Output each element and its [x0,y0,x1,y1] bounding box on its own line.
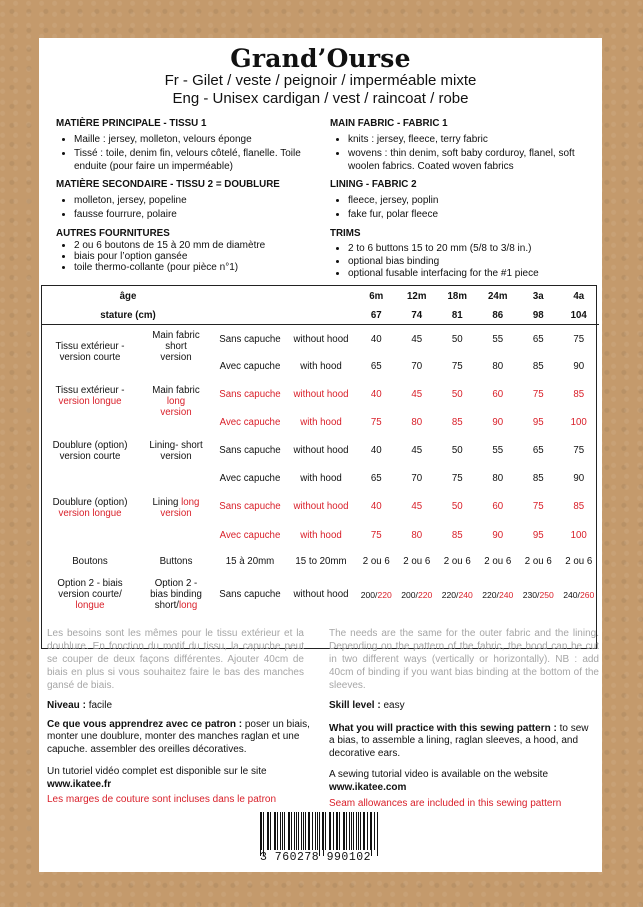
hood-en: without hood [293,389,349,400]
stature-label: stature (cm) [42,306,214,325]
subtitle-fr: Fr - Gilet / veste / peignoir / imperméable mixte [164,72,477,89]
table-cell: 85 [532,361,544,372]
list-item: • fausse fourrure, polaire [74,209,321,222]
video-en: A sewing tutorial video is available on the website [329,769,549,780]
site-en[interactable]: www.ikatee.com [329,781,407,793]
stature-header: 67 [356,306,397,325]
group-label-en: Main fabric long version [152,384,200,418]
table-cell: 200/220 [401,589,433,600]
age-header: 3a [532,290,544,302]
list-item: • biais pour l’option gansée [74,251,321,262]
hood-fr: Avec capuche [219,417,281,428]
table-cell: 90 [492,417,504,428]
table-cell: 50 [451,389,463,400]
list-item: • molleton, jersey, popeline [74,195,321,208]
table-cell: 220/240 [482,589,514,600]
table-cell: 40 [370,501,382,512]
group-label-fr: Tissu extérieur - version longue [55,384,125,407]
table-cell: 2 ou 6 [565,556,593,567]
section-title: TRIMS [330,227,361,239]
hood-fr: Avec capuche [219,473,281,484]
group-label-fr: Doublure (option) version courte [52,439,128,462]
stature-header: 74 [397,306,438,325]
section-title: AUTRES FOURNITURES [56,227,170,239]
table-cell: 75 [573,445,585,456]
barcode-bar [315,812,316,850]
hood-en: with hood [300,473,342,484]
table-cell: 80 [411,530,423,541]
level-fr: Niveau : facile [47,700,113,711]
list-item: • toile thermo-collante (pour pièce n°1) [74,262,321,273]
hood-fr: Sans capuche [219,389,281,400]
section-title: MAIN FABRIC - FABRIC 1 [330,118,448,129]
age-header: 18m [447,290,467,302]
table-cell: 75 [532,501,544,512]
barcode-bar [270,812,271,850]
barcode-number: 3 760278 990102 [260,851,372,864]
table-cell: 45 [411,501,423,512]
table-cell: 45 [411,445,423,456]
table-cell: 75 [451,473,463,484]
pattern-back-card [39,38,602,872]
hood-en: with hood [300,530,342,541]
list-item: • optional fusable interfacing for the #1 piece [348,268,592,281]
list-item: • 2 ou 6 boutons de 15 à 20 mm de diamètre [74,240,321,251]
table-cell: 65 [370,361,382,372]
list-item: • Maille : jersey, molleton, velours éponge [74,134,321,147]
group-label-en: Main fabric short version [152,330,200,363]
buttons-size-fr: 15 à 20mm [225,556,275,567]
age-header: 6m [369,290,384,302]
table-cell: 80 [411,417,423,428]
group-label-fr: Tissu extérieur - version courte [55,340,125,363]
table-cell: 75 [370,530,382,541]
list-item: • knits : jersey, fleece, terry fabric [348,134,592,147]
list-item: • fleece, jersey, poplin [348,195,592,208]
buttons-label-fr: Boutons [72,556,108,567]
age-header: 12m [407,290,427,302]
table-cell: 80 [492,361,504,372]
table-cell: 75 [532,389,544,400]
list-item: • optional bias binding [348,256,592,269]
list-item: • Tissé : toile, denim fin, velours côtelé, flanelle. Toile enduite (pour faire un imperméable) [74,148,321,173]
buttons-size-en: 15 to 20mm [295,556,347,567]
table-cell: 75 [573,334,585,346]
hood-fr: Sans capuche [219,589,281,600]
stature-header: 104 [559,306,600,325]
barcode [260,812,378,864]
table-cell: 85 [573,389,585,400]
table-cell: 2 ou 6 [524,556,552,567]
table-cell: 230/250 [522,589,554,600]
stature-header: 86 [478,306,519,325]
hood-fr: Avec capuche [219,361,281,372]
table-cell: 75 [370,417,382,428]
age-header: 24m [488,290,508,302]
table-cell: 85 [573,501,585,512]
table-cell: 45 [411,389,423,400]
table-cell: 220/240 [441,589,473,600]
list-item: • fake fur, polar fleece [348,209,592,222]
table-cell: 50 [451,445,463,456]
notes-en: The needs are the same for the outer fabric and the lining. Depending on the pattern of the fabric, the hood can be cut in two different ways (vertically or horizontally). NB : add 40cm of binding if you want bias binding at the bottom of the sleeves. [329,628,599,691]
table-cell: 95 [532,417,544,428]
section-title: MATIÈRE SECONDAIRE - TISSU 2 = DOUBLURE [56,179,280,190]
table-cell: 50 [451,501,463,512]
seam-note-fr: Les marges de couture sont incluses dans le patron [47,794,277,805]
table-cell: 40 [370,334,382,346]
table-cell: 70 [411,361,423,372]
table-cell: 85 [451,417,463,428]
group-label-en: Lining long version [152,496,200,519]
info-fr [47,700,317,807]
table-cell: 55 [492,334,504,346]
hood-en: with hood [300,417,342,428]
table-cell: 55 [492,445,504,456]
hood-fr: Sans capuche [219,445,281,456]
info-en [329,700,594,811]
table-cell: 40 [370,389,382,400]
table-cell: 90 [573,361,585,372]
table-cell: 240/260 [563,589,595,600]
barcode-bar [349,812,350,850]
list-item: • 2 to 6 buttons 15 to 20 mm (5/8 to 3/8 in.) [348,243,592,256]
table-cell: 65 [532,334,544,346]
table-cell: 75 [451,361,463,372]
hood-fr: Sans capuche [219,334,281,346]
hood-en: without hood [293,445,349,456]
table-cell: 65 [370,473,382,484]
table-cell: 65 [532,445,544,456]
table-cell: 85 [532,473,544,484]
table-cell: 80 [492,473,504,484]
barcode-bar [364,812,365,850]
barcode-bar [330,812,331,850]
table-cell: 2 ou 6 [403,556,431,567]
barcode-bars [260,812,378,850]
hood-en: with hood [300,361,342,372]
table-cell: 100 [570,417,587,428]
size-table [42,286,599,615]
section-title: MATIÈRE PRINCIPALE - TISSU 1 [56,118,207,129]
table-cell: 60 [492,389,504,400]
table-cell: 90 [573,473,585,484]
hood-en: without hood [293,334,349,346]
hood-en: without hood [293,589,349,600]
bias-label-en: Option 2 - bias binding short/long [150,578,202,611]
table-cell: 70 [411,473,423,484]
subtitle-en: Eng - Unisex cardigan / vest / raincoat / robe [172,90,469,107]
learn-fr: Ce que vous apprendrez avec ce patron : poser un biais, monter une doublure, monter des manches raglan et une capuche. assembler des oreilles décoratives. [47,718,310,755]
level-en: Skill level : easy [329,700,405,711]
table-cell: 95 [532,530,544,541]
bias-label-fr: Option 2 - biais version courte/ longue [57,578,123,611]
hood-fr: Sans capuche [219,501,281,512]
table-cell: 90 [492,530,504,541]
section-title: LINING - FABRIC 2 [330,179,417,190]
table-cell: 60 [492,501,504,512]
group-label-fr: Doublure (option) version longue [52,496,128,519]
hood-fr: Avec capuche [219,530,281,541]
materials-en [330,118,592,287]
hood-en: without hood [293,501,349,512]
table-cell: 100 [570,530,587,541]
stature-header: 81 [437,306,478,325]
table-cell: 50 [451,334,463,346]
table-cell: 40 [370,445,382,456]
table-cell: 2 ou 6 [443,556,471,567]
list-item: • wovens : thin denim, soft baby corduroy, flanel, soft woolen fabrics. Coated woven fabrics [348,148,592,173]
site-fr[interactable]: www.ikatee.fr [47,778,112,790]
notes-fr: Les besoins sont les mêmes pour le tissu extérieur et la doublure. En fonction du motif du tissu, la capuche peut se couper de deux façons différentes. Ajouter 40cm de biais en plus si vous souhaitez faire le bas des manches gansé de biais. [47,628,304,691]
pattern-title: Grand’Ourse [230,44,411,73]
table-cell: 2 ou 6 [362,556,390,567]
table-cell: 85 [451,530,463,541]
video-fr: Un tutoriel vidéo complet est disponible sur le site [47,766,267,777]
seam-note-en: Seam allowances are included in this sewing pattern [329,798,562,809]
buttons-label-en: Buttons [159,556,193,567]
table-cell: 200/220 [360,589,392,600]
age-header: 4a [573,290,585,302]
table-cell: 45 [411,334,423,346]
learn-en: What you will practice with this sewing pattern : to sew a bias, to assemble a lining, raglan sleeves, a hood, and decorative ears. [329,722,589,759]
stature-header: 98 [518,306,559,325]
materials-fr [56,118,321,279]
table-cell: 2 ou 6 [484,556,512,567]
barcode-bar [282,812,283,850]
age-label: âge [119,290,137,302]
barcode-bar [298,812,299,850]
group-label-en: Lining- short version [149,439,203,462]
